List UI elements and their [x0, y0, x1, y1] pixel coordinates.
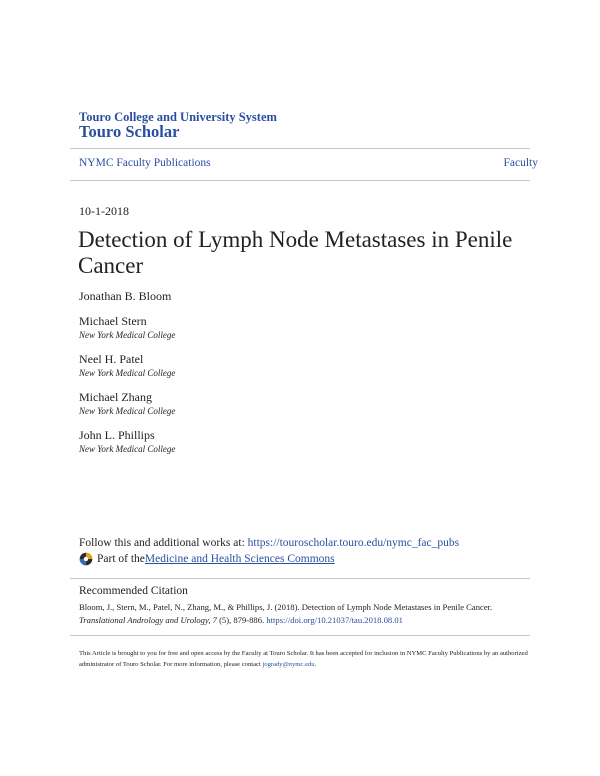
author-name: Michael Zhang — [79, 390, 152, 404]
author-affiliation: New York Medical College — [79, 406, 176, 416]
notice-end: . — [314, 661, 317, 668]
document-title: Detection of Lymph Node Metastases in Penile Cancer — [78, 227, 513, 278]
contact-email-link[interactable]: jogrady@nymc.edu — [262, 661, 315, 668]
author-affiliation: New York Medical College — [79, 330, 176, 340]
author-affiliation: New York Medical College — [79, 444, 176, 454]
citation-divider — [70, 578, 530, 579]
collection-link[interactable]: NYMC Faculty Publications — [79, 157, 211, 169]
part-of-line — [79, 552, 335, 566]
author-name: Michael Stern — [79, 314, 147, 328]
nav-divider — [70, 180, 530, 181]
faculty-link[interactable]: Faculty — [503, 157, 538, 169]
citation-tail: (5), 879-886. — [216, 614, 267, 625]
access-notice — [79, 648, 539, 670]
notice-divider — [70, 635, 530, 636]
collection-url-link[interactable]: https://touroscholar.touro.edu/nymc_fac_pubs — [247, 537, 460, 549]
commons-link[interactable]: Medicine and Health Sciences Commons — [144, 553, 335, 565]
author-name: Neel H. Patel — [79, 352, 144, 366]
notice-text: This Article is brought to you for free and open access by the Faculty at Touro Scholar. It has been accepted for inclusion in NYMC Faculty Publications by an authorized administrator of Touro Scholar. For more information, please contact — [79, 650, 528, 668]
author-name: John L. Phillips — [79, 428, 155, 442]
follow-label: Follow this and additional works at: — [79, 537, 248, 549]
part-of-label: Part of the — [97, 553, 145, 565]
author-name: Jonathan B. Bloom — [79, 289, 172, 303]
publication-date: 10-1-2018 — [79, 204, 129, 218]
citation-journal: Translational Andrology and Urology, 7 — [79, 614, 217, 625]
follow-line — [79, 537, 459, 549]
citation-text — [79, 601, 539, 626]
network-commons-icon — [79, 552, 93, 566]
system-name: Touro College and University System — [79, 110, 277, 124]
header-divider — [70, 148, 530, 149]
recommended-citation-heading: Recommended Citation — [79, 585, 188, 597]
doi-link[interactable]: https://doi.org/10.21037/tau.2018.08.01 — [266, 614, 403, 625]
author-affiliation: New York Medical College — [79, 368, 176, 378]
repository-name[interactable]: Touro Scholar — [79, 122, 180, 141]
citation-body: Bloom, J., Stern, M., Patel, N., Zhang, M., & Phillips, J. (2018). Detection of Lymph Node Metastases in Penile Cancer. — [79, 602, 493, 612]
